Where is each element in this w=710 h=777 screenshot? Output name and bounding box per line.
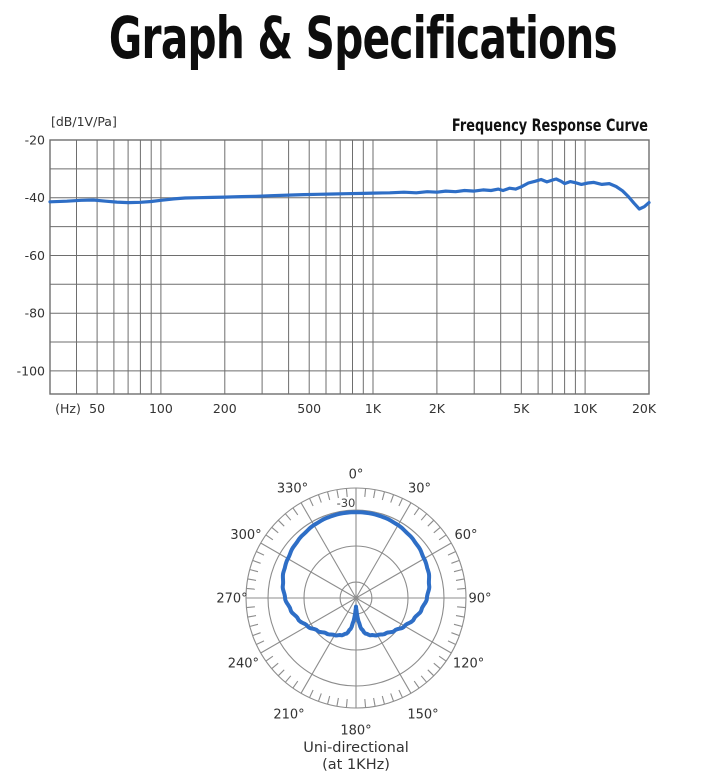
polar-tick xyxy=(278,670,284,676)
polar-tick xyxy=(253,633,261,636)
polar-tick xyxy=(457,607,466,608)
polar-tick xyxy=(293,681,298,688)
polar-pattern-chart xyxy=(0,430,710,777)
polar-tick xyxy=(391,495,394,503)
polar-angle-label: 330° xyxy=(276,481,309,497)
x-tick-label: 20K xyxy=(631,401,657,416)
polar-radial-line xyxy=(356,543,451,598)
polar-tick xyxy=(399,498,403,506)
polar-tick xyxy=(256,552,264,556)
polar-tick xyxy=(293,508,298,515)
polar-tick xyxy=(272,527,279,533)
x-tick-label: 100 xyxy=(148,401,173,416)
polar-tick xyxy=(253,560,261,563)
x-tick-label: 200 xyxy=(212,401,237,416)
polar-angle-label: 210° xyxy=(273,707,305,723)
polar-tick xyxy=(346,699,347,708)
polar-tick xyxy=(365,488,366,497)
polar-angle-label: 30° xyxy=(407,481,432,497)
polar-tick xyxy=(382,492,384,500)
polar-tick xyxy=(399,690,403,698)
polar-tick xyxy=(337,698,339,706)
polar-tick xyxy=(278,520,284,526)
polar-tick xyxy=(250,624,258,626)
polar-radial-line xyxy=(301,598,356,693)
polar-tick xyxy=(454,624,462,626)
x-tick-label: 50 xyxy=(89,401,106,416)
x-tick-label: 2K xyxy=(428,401,445,416)
chart-title: Frequency Response Curve xyxy=(451,116,648,136)
y-axis-unit-label: [dB/1V/Pa] xyxy=(51,114,117,129)
polar-angle-label: 300° xyxy=(230,528,262,543)
polar-tick xyxy=(246,588,255,589)
polar-tick xyxy=(266,656,273,661)
polar-tick xyxy=(414,508,419,515)
x-tick-label: 1K xyxy=(364,401,382,416)
polar-tick xyxy=(328,696,330,704)
page-title-text: Graph & Specifications xyxy=(108,4,618,72)
polar-radial-line xyxy=(356,598,411,693)
polar-tick xyxy=(414,681,419,688)
polar-tick xyxy=(451,633,459,636)
polar-tick xyxy=(454,570,462,572)
chart-border xyxy=(50,140,649,394)
polar-tick xyxy=(391,693,394,701)
polar-tick xyxy=(272,663,279,669)
polar-tick xyxy=(266,535,273,540)
polar-angle-label: 180° xyxy=(340,723,372,739)
polar-angle-label: 240° xyxy=(227,656,260,672)
polar-tick xyxy=(457,588,466,589)
x-tick-label: 10K xyxy=(573,401,598,416)
polar-radial-line xyxy=(261,543,356,598)
polar-tick xyxy=(318,693,321,701)
polar-tick xyxy=(374,698,376,706)
polar-angle-label: 120° xyxy=(452,656,485,672)
y-tick-label: -80 xyxy=(24,305,45,321)
polar-tick xyxy=(285,676,291,683)
x-axis-unit-label: (Hz) xyxy=(55,401,81,416)
polar-tick xyxy=(328,492,330,500)
polar-tick xyxy=(285,514,291,521)
polar-tick xyxy=(310,690,314,698)
polar-tick xyxy=(439,535,446,540)
y-tick-label: -40 xyxy=(24,190,45,206)
y-tick-label: -100 xyxy=(16,363,45,379)
polar-tick xyxy=(434,663,441,669)
polar-angle-label: 90° xyxy=(468,591,492,607)
polar-chart-grid xyxy=(246,488,466,708)
polar-tick xyxy=(248,616,256,618)
polar-tick xyxy=(451,560,459,563)
x-tick-label: 5K xyxy=(513,401,530,416)
polar-tick xyxy=(374,490,376,498)
polar-angle-label: 0° xyxy=(348,467,364,483)
polar-ring-value-label: -30 xyxy=(336,496,356,510)
polar-tick xyxy=(310,498,314,506)
polar-angle-label: 150° xyxy=(407,707,439,723)
polar-tick xyxy=(456,579,464,581)
polar-chart-labels xyxy=(216,468,491,739)
polar-tick xyxy=(428,670,434,676)
polar-tick xyxy=(448,641,456,645)
response-curve xyxy=(50,179,649,209)
frequency-response-curve-line xyxy=(50,179,649,209)
polar-caption-line1: Uni-directional xyxy=(303,740,409,756)
y-tick-label: -20 xyxy=(24,132,45,148)
polar-tick xyxy=(439,656,446,661)
polar-tick xyxy=(382,696,384,704)
frequency-chart-grid xyxy=(50,140,649,394)
y-tick-label: -60 xyxy=(24,248,45,263)
polar-tick xyxy=(456,616,464,618)
polar-tick xyxy=(365,699,366,708)
polar-tick xyxy=(256,641,264,645)
polar-tick xyxy=(248,579,256,581)
polar-tick xyxy=(250,570,258,572)
polar-tick xyxy=(246,607,255,608)
polar-angle-label: 270° xyxy=(216,591,248,607)
frequency-chart-labels xyxy=(17,133,657,417)
polar-tick xyxy=(428,520,434,526)
polar-tick xyxy=(448,552,456,556)
x-tick-label: 500 xyxy=(297,401,322,416)
polar-tick xyxy=(421,676,427,683)
polar-tick xyxy=(421,514,427,521)
polar-tick xyxy=(434,527,441,533)
polar-caption-line2: (at 1KHz) xyxy=(322,757,390,773)
polar-tick xyxy=(318,495,321,503)
polar-angle-label: 60° xyxy=(454,528,478,543)
